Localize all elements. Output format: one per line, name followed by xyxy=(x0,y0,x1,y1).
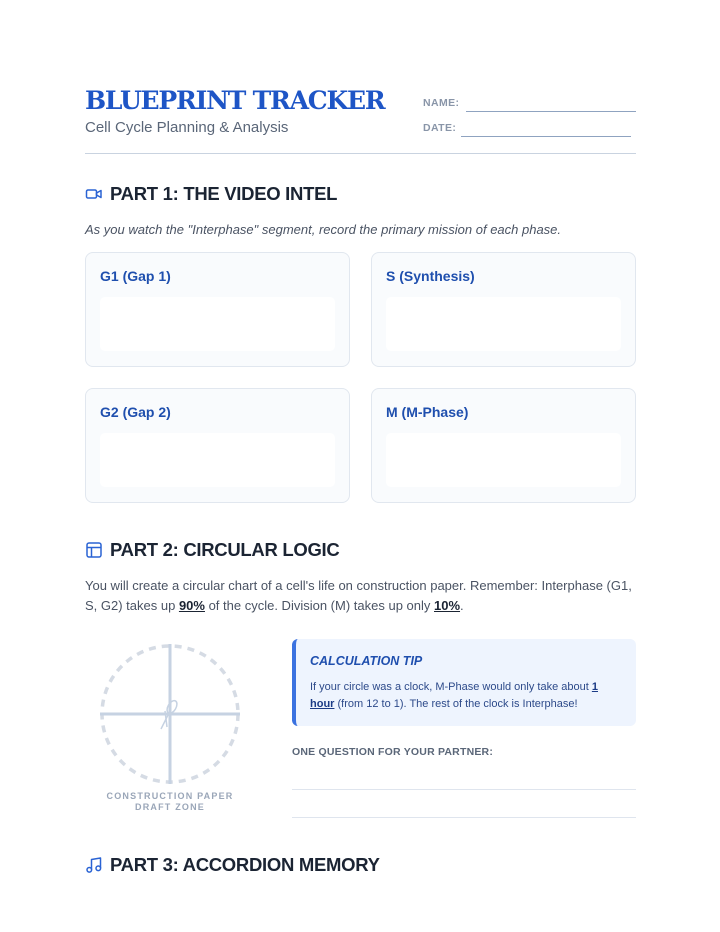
phase-card-s xyxy=(371,252,636,367)
tip-text: If your circle was a clock, M-Phase would only take about xyxy=(310,681,592,693)
phase-card-g1 xyxy=(85,252,350,367)
part1-intro: As you watch the "Interphase" segment, record the primary mission of each phase. xyxy=(85,222,562,237)
video-camera-icon xyxy=(85,185,103,203)
phase-card-title: M (M-Phase) xyxy=(386,404,469,420)
phase-card-title: S (Synthesis) xyxy=(386,268,475,284)
calculation-tip-box xyxy=(292,639,636,726)
scissors-icon xyxy=(155,697,181,733)
part3-heading xyxy=(85,854,380,876)
draft-zone-label-line: DRAFT ZONE xyxy=(135,802,205,812)
tip-text: (from 12 to 1). The rest of the clock is Interphase! xyxy=(334,698,578,710)
partner-question-line[interactable] xyxy=(292,817,636,818)
page-subtitle: Cell Cycle Planning & Analysis xyxy=(85,119,289,136)
date-field[interactable] xyxy=(461,136,631,137)
tip-title: CALCULATION TIP xyxy=(310,654,423,668)
part2-heading-label: PART 2: CIRCULAR LOGIC xyxy=(110,539,340,560)
music-note-icon xyxy=(85,856,103,874)
phase-card-m xyxy=(371,388,636,503)
interphase-percent: 90% xyxy=(178,598,205,613)
worksheet-header xyxy=(85,86,636,154)
draft-zone-label-line: CONSTRUCTION PAPER xyxy=(106,791,234,801)
phase-answer-box[interactable] xyxy=(386,433,621,487)
layout-icon xyxy=(85,541,103,559)
tip-highlight: 1 hour xyxy=(310,681,598,710)
part2-paragraph xyxy=(85,576,636,616)
draft-zone-label xyxy=(85,791,255,813)
part2-heading xyxy=(85,539,339,561)
part1-heading xyxy=(85,183,337,205)
date-label: DATE: xyxy=(423,122,457,134)
page-title: BLUEPRINT TRACKER xyxy=(85,86,385,115)
part2-text: . xyxy=(460,598,464,613)
partner-question-line[interactable] xyxy=(292,789,636,790)
partner-question-label: ONE QUESTION FOR YOUR PARTNER: xyxy=(292,746,494,758)
part1-heading-label: PART 1: THE VIDEO INTEL xyxy=(110,183,338,204)
name-field[interactable] xyxy=(466,111,636,112)
part2-text: You will create a circular chart of a cell's life on construction paper. Remember: Interphase (G1, S, G2) takes up xyxy=(85,578,632,613)
part2-text: of the cycle. Division (M) takes up only xyxy=(204,598,434,613)
part3-heading-label: PART 3: ACCORDION MEMORY xyxy=(110,854,380,875)
phase-answer-box[interactable] xyxy=(386,297,621,351)
phase-card-g2 xyxy=(85,388,350,503)
division-percent: 10% xyxy=(434,598,461,613)
phase-card-title: G2 (Gap 2) xyxy=(100,404,171,420)
phase-answer-box[interactable] xyxy=(100,433,335,487)
phase-answer-box[interactable] xyxy=(100,297,335,351)
phase-card-title: G1 (Gap 1) xyxy=(100,268,171,284)
name-label: NAME: xyxy=(423,97,460,109)
tip-body xyxy=(310,679,620,713)
